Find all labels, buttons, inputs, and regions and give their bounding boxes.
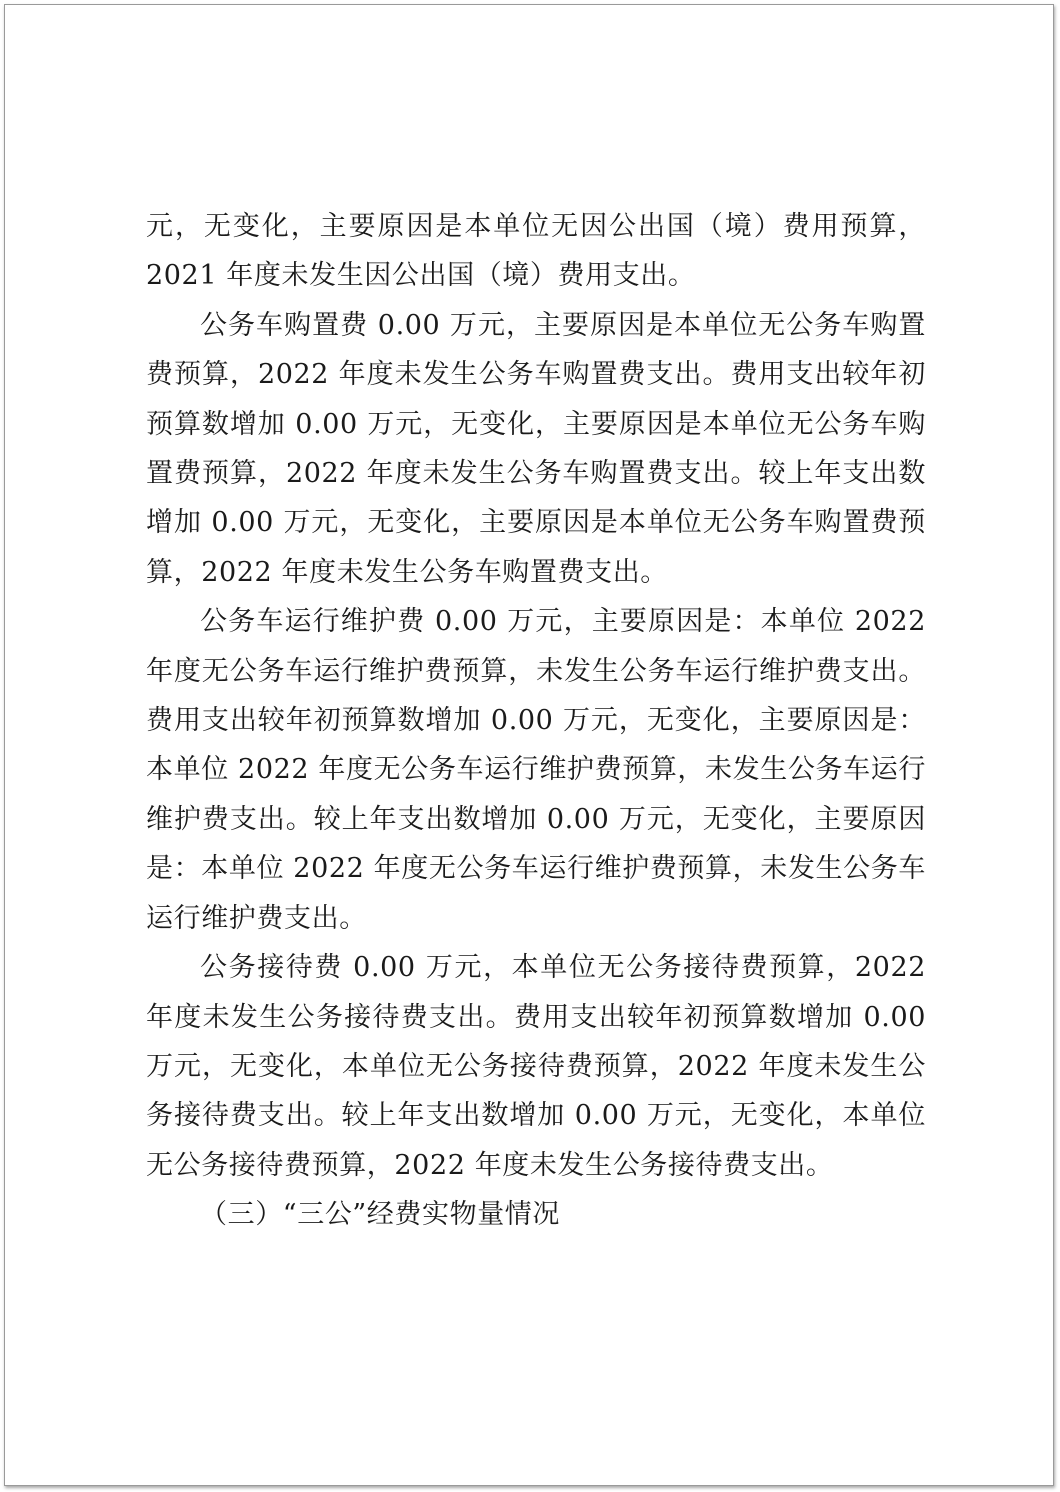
section-heading: （三）“三公”经费实物量情况 bbox=[200, 1199, 561, 1231]
paragraph-vehicle-maintenance: 公务车运行维护费 0.00 万元，主要原因是：本单位 2022 年度无公务车运行维护费预算，未发生公务车运行维护费支出。费用支出较年初预算数增加 0.00 万元，无变化，主要原因是：本单位 2022 年度无公务车运行维护费预算，未发生公务车运行维护费支出。较上年支出数增加 0.00 万元，无变化，主要原因是：本单位 2022 年度无公务车运行维护费预算，未发生公务车运行维护费支出。 bbox=[146, 606, 926, 934]
paragraph-vehicle-purchase: 公务车购置费 0.00 万元，主要原因是本单位无公务车购置费预算，2022 年度未发生公务车购置费支出。费用支出较年初预算数增加 0.00 万元，无变化，主要原因是本单位无公务车购置费预算，2022 年度未发生公务车购置费支出。较上年支出数增加 0.00 万元，无变化，主要原因是本单位无公务车购置费预算，2022 年度未发生公务车购置费支出。 bbox=[146, 309, 926, 588]
document-body bbox=[146, 202, 926, 1240]
document-page bbox=[4, 4, 1054, 1486]
paragraph-official-reception: 公务接待费 0.00 万元，本单位无公务接待费预算，2022 年度未发生公务接待费支出。费用支出较年初预算数增加 0.00 万元，无变化，本单位无公务接待费预算，2022 年度未发生公务接待费支出。较上年支出数增加 0.00 万元，无变化，本单位无公务接待费预算，2022 年度未发生公务接待费支出。 bbox=[146, 952, 926, 1181]
paragraph-continuation: 元，无变化，主要原因是本单位无因公出国（境）费用预算，2021 年度未发生因公出国（境）费用支出。 bbox=[146, 211, 926, 292]
